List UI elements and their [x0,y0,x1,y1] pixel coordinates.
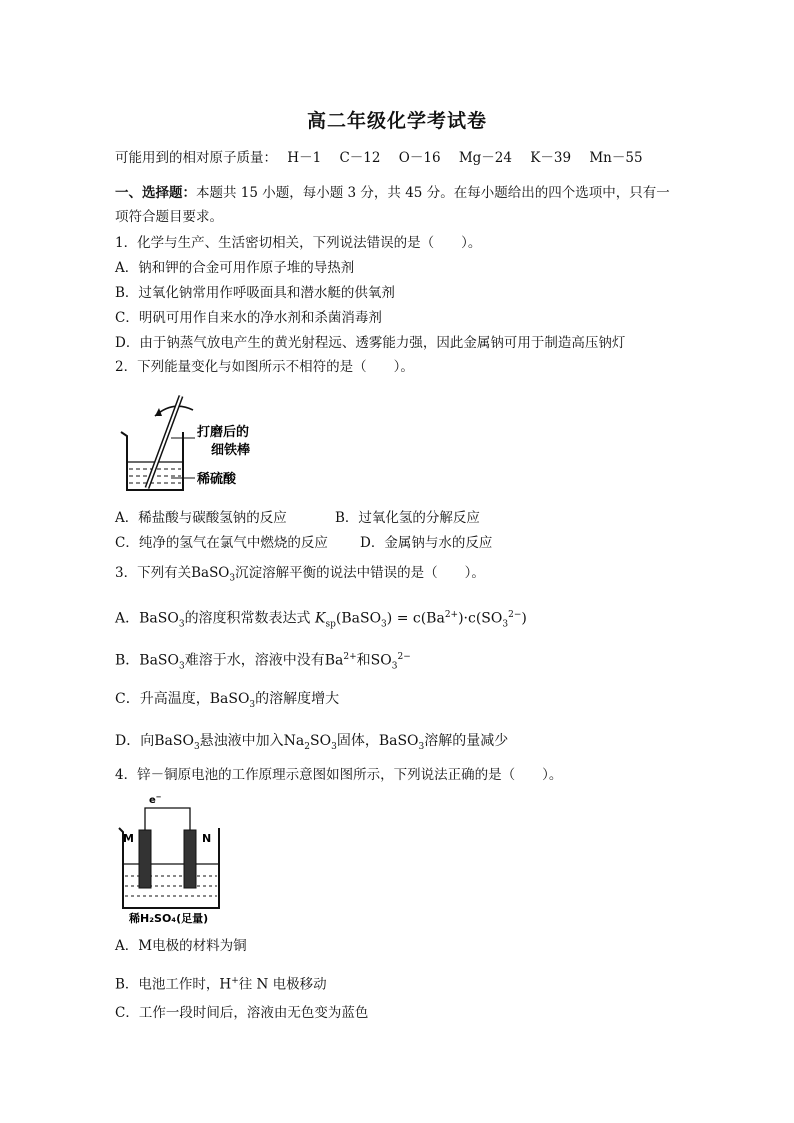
electrode-n [184,830,196,888]
mass-item: H－1 [287,150,322,166]
mass-item: C－12 [339,150,381,166]
section-intro [115,184,670,202]
q4-option-b: B．电池工作时，H+往 N 电极移动 [115,976,327,993]
q4-option-a: A．M电极的材料为铜 [115,938,247,954]
section-intro-line1: 本题共 15 小题，每小题 3 分，共 45 分。在每小题给出的四个选项中，只有一 [196,185,670,201]
q3-option-d: D．向BaSO$_3$悬浊液中加入$Na_2SO_3$固体，BaSO$_3$溶解的量减少 [115,733,509,752]
q1-stem: 1．化学与生产、生活密切相关，下列说法错误的是（ ）。 [115,235,482,251]
q2-option-a: A．稀盐酸与碳酸氢钠的反应 [115,510,287,526]
q1-option-a: A．钠和钾的合金可用作原子堆的导热剂 [115,260,355,276]
q1-option-b: B．过氧化钠常用作呼吸面具和潜水艇的供氧剂 [115,285,395,301]
fig-label-polished: 打磨后的 [197,425,250,440]
q4-figure-cell [115,790,255,928]
page-title: 高二年级化学考试卷 [306,110,487,132]
mass-item: Mn－55 [589,150,643,166]
q2-option-b: B．过氧化氢的分解反应 [335,510,480,526]
electron-label: e− [149,793,162,806]
atomic-masses [115,149,657,167]
q2-stem: 2．下列能量变化与如图所示不相符的是（ ）。 [115,359,414,375]
q1-option-d: D．由于钠蒸气放电产生的黄光射程远、透雾能力强，因此金属钠可用于制造高压钠灯 [115,335,626,351]
q4-option-c: C．工作一段时间后，溶液由无色变为蓝色 [115,1005,369,1021]
section-intro-line2: 项符合题目要求。 [115,209,223,225]
q3-stem: 3．下列有关BaSO$_3$沉淀溶解平衡的说法中错误的是（ ）。 [115,565,485,584]
q2-figure-beaker [115,386,295,498]
label-m: M [123,832,134,845]
section-heading: 一、选择题： [115,185,196,201]
q3-option-b: B．BaSO$_3$难溶于水，溶液中没有$Ba^{2+}$和$SO_3^{2-}$ [115,652,411,672]
mass-item: K－39 [530,150,572,166]
atomic-masses-label: 可能用到的相对原子质量： [115,150,277,166]
q2-option-c: C．纯净的氢气在氯气中燃烧的反应 [115,535,328,551]
mass-item: O－16 [398,150,441,166]
q2-option-row2 [115,534,493,552]
label-n: N [202,832,212,845]
fig-label-rod: 细铁棒 [211,443,251,458]
q2-option-d: D．金属钠与水的反应 [360,535,493,551]
solution-label: 稀H₂SO₄(足量) [129,912,209,925]
mass-item: Mg－24 [458,150,512,166]
wire [145,808,190,830]
q4-stem: 4．锌－铜原电池的工作原理示意图如图所示，下列说法正确的是（ ）。 [115,767,563,783]
q3-option-c: C．升高温度，BaSO$_3$的溶解度增大 [115,691,340,710]
fig-label-acid: 稀硫酸 [197,472,237,487]
q2-option-row1 [115,509,480,527]
q1-option-c: C．明矾可用作自来水的净水剂和杀菌消毒剂 [115,310,382,326]
electrode-m [139,830,151,888]
q3-option-a: A．BaSO$_3$的溶度积常数表达式 $K_{sp}(BaSO_3) = c(Ba^{2+})\cdot c(SO_3^{2-})$ [115,610,527,630]
